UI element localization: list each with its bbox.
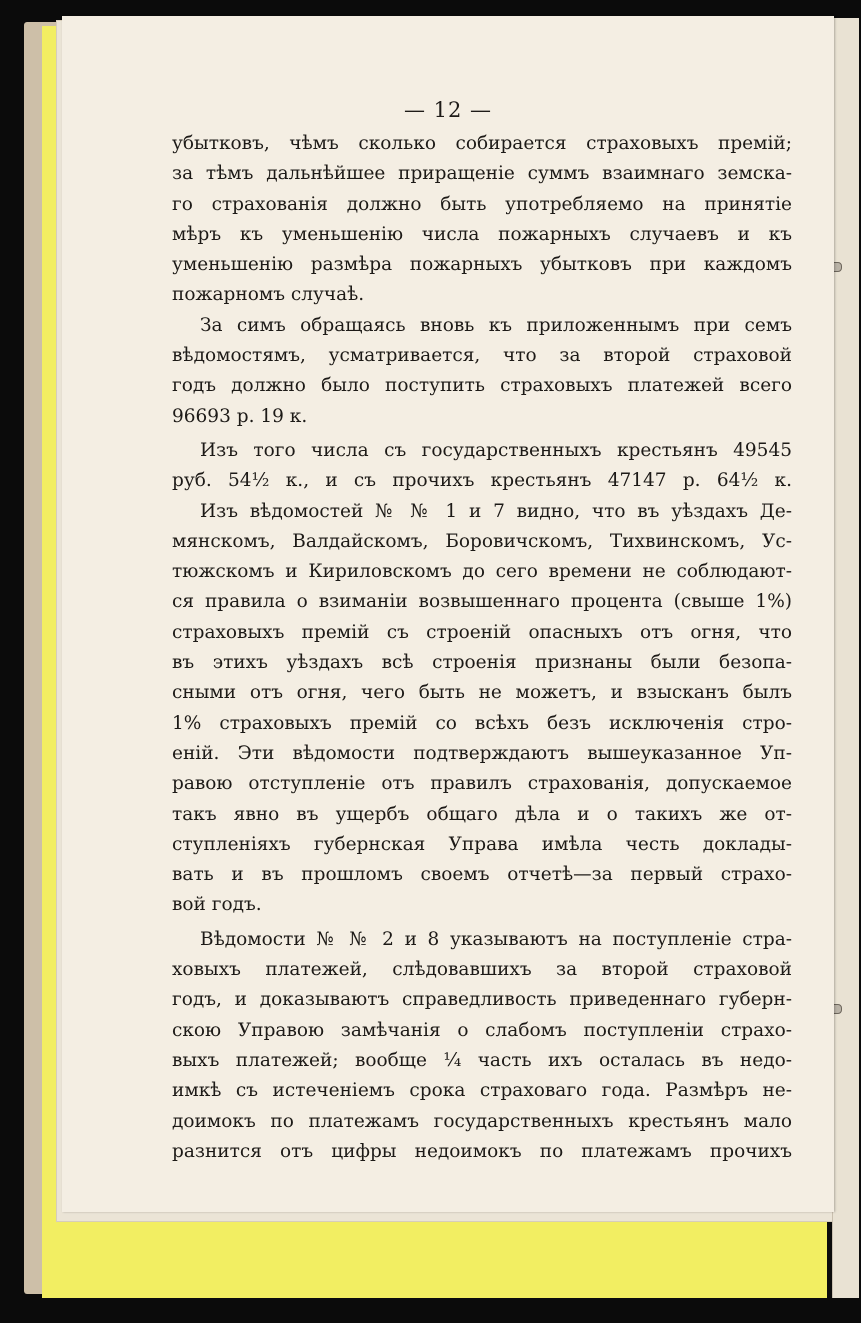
- text-line: 96693 р. 19 к.: [172, 405, 308, 427]
- text-line: вѣдомостямъ, усматривается, что за второй страховой: [172, 345, 792, 367]
- text-line: скою Управою замѣчанія о слабомъ поступленіи страхо-: [172, 1019, 792, 1041]
- facing-page-edge: [832, 18, 859, 1298]
- text-line: 1% страховыхъ премій со всѣхъ безъ исключенія стро-: [172, 712, 792, 734]
- text-line: За симъ обращаясь вновь къ приложеннымъ при семъ: [200, 314, 792, 336]
- text-line: пожарномъ случаѣ.: [172, 284, 365, 306]
- text-line: Изъ вѣдомостей № № 1 и 7 видно, что въ уѣздахъ Де-: [200, 500, 792, 522]
- text-line: вой годъ.: [172, 894, 262, 916]
- text-line: въ этихъ уѣздахъ всѣ строенія признаны были безопа-: [172, 652, 792, 674]
- text-line: убытковъ, чѣмъ сколько собирается страховыхъ премій;: [172, 133, 792, 154]
- text-line: ступленіяхъ губернская Управа имѣла честь доклады-: [172, 833, 792, 855]
- text-line: разнится отъ цифры недоимокъ по платежамъ прочихъ: [172, 1140, 792, 1162]
- text-line: вать и въ прошломъ своемъ отчетѣ—за первый страхо-: [172, 864, 792, 886]
- text-line: равою отступленіе отъ правилъ страхованія, допускаемое: [172, 773, 792, 795]
- text-line: годъ, и доказываютъ справедливость приведеннаго губерн-: [172, 989, 792, 1011]
- text-line: мѣръ къ уменьшенію числа пожарныхъ случаевъ и къ: [172, 223, 792, 245]
- text-line: ся правила о взиманіи возвышеннаго процента (свыше 1%): [172, 591, 792, 613]
- text-line: мянскомъ, Валдайскомъ, Боровичскомъ, Тихвинскомъ, Ус-: [172, 530, 792, 552]
- text-line: имкѣ съ истеченіемъ срока страховаго года. Размѣръ не-: [172, 1080, 792, 1102]
- text-line: за тѣмъ дальнѣйшее приращеніе суммъ взаимнаго земска-: [172, 163, 792, 185]
- page-number: — 12 —: [403, 98, 493, 122]
- text-line: уменьшенію размѣра пожарныхъ убытковъ при каждомъ: [172, 254, 792, 276]
- text-line: Вѣдомости № № 2 и 8 указываютъ на поступленіе стра-: [200, 928, 792, 950]
- text-line: руб. 54½ к., и съ прочихъ крестьянъ 47147 р. 64½ к.: [172, 470, 792, 492]
- text-line: доимокъ по платежамъ государственныхъ крестьянъ мало: [172, 1110, 792, 1132]
- text-line: страховыхъ премій съ строеній опасныхъ отъ огня, что: [172, 621, 792, 643]
- body-text: [172, 129, 792, 1167]
- text-line: сными отъ огня, чего быть не можетъ, и взысканъ былъ: [172, 682, 792, 704]
- text-line: ховыхъ платежей, слѣдовавшихъ за второй страховой: [172, 959, 792, 981]
- text-line: такъ явно въ ущербъ общаго дѣла и о такихъ же от-: [172, 803, 792, 825]
- text-line: выхъ платежей; вообще ¼ часть ихъ осталась въ недо-: [172, 1049, 792, 1071]
- text-line: Изъ того числа съ государственныхъ крестьянъ 49545: [200, 439, 792, 461]
- text-line: тюжскомъ и Кириловскомъ до сего времени не соблюдают-: [172, 561, 792, 583]
- text-line: го страхованія должно быть употребляемо на принятіе: [172, 193, 792, 215]
- text-line: годъ должно было поступить страховыхъ платежей всего: [172, 375, 792, 397]
- text-line: еній. Эти вѣдомости подтверждаютъ вышеуказанное Уп-: [172, 742, 792, 764]
